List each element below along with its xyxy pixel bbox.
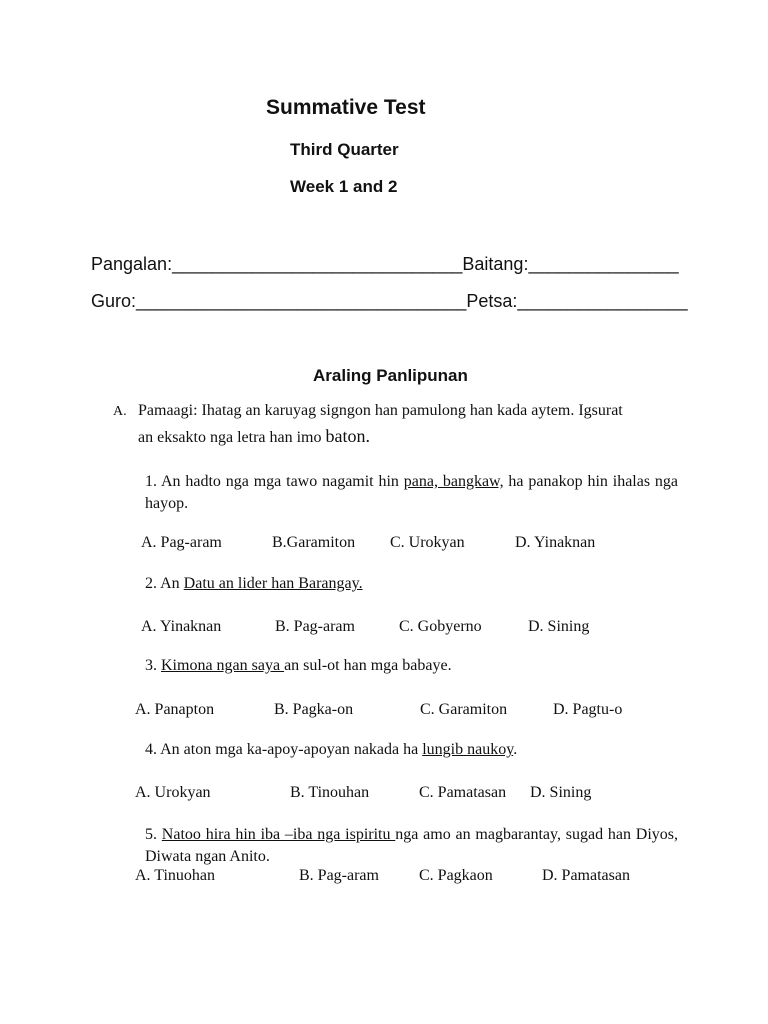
subject-heading: Araling Panlipunan <box>313 366 468 385</box>
option-a[interactable]: A. Tinuohan <box>135 867 216 884</box>
question-text: 4. An aton mga ka-apoy-apoyan nakada ha <box>145 741 423 758</box>
question-underlined: pana, bangkaw, <box>403 473 504 490</box>
question-text-after: an sul-ot han mga babaye. <box>284 657 452 674</box>
grade-blank[interactable]: _______________ <box>528 254 679 274</box>
instructions-line-2-end: baton. <box>325 426 370 446</box>
question-underlined: lungib naukoy <box>422 741 514 758</box>
option-b[interactable]: B.Garamiton <box>272 534 356 551</box>
option-d[interactable]: D. Sining <box>530 784 592 801</box>
week-subtitle: Week 1 and 2 <box>290 177 398 196</box>
question-text-after: . <box>513 741 518 758</box>
name-label: Pangalan: <box>91 254 173 274</box>
option-c[interactable]: C. Garamiton <box>420 701 508 718</box>
question-2 <box>145 575 363 593</box>
question-underlined: Natoo hira hin iba –iba nga ispiritu <box>161 826 396 843</box>
option-b[interactable]: B. Pag-aram <box>275 618 355 635</box>
option-c[interactable]: C. Urokyan <box>390 534 465 551</box>
option-c[interactable]: C. Gobyerno <box>399 618 482 635</box>
section-letter: A. <box>113 404 127 419</box>
option-d[interactable]: D. Pamatasan <box>542 867 630 884</box>
question-5 <box>145 824 678 868</box>
question-text: 5. <box>145 826 162 843</box>
question-text: 3. <box>145 657 161 674</box>
option-b[interactable]: B. Pagka-on <box>274 701 354 718</box>
question-4 <box>145 741 517 759</box>
date-blank[interactable]: _________________ <box>517 291 688 311</box>
question-underlined: Datu an lider han Barangay. <box>183 575 363 592</box>
date-label: Petsa: <box>466 291 518 311</box>
quarter-subtitle: Third Quarter <box>290 140 399 159</box>
instructions-line-2 <box>138 426 370 447</box>
option-a[interactable]: A. Panapton <box>135 701 215 718</box>
option-c[interactable]: C. Pamatasan <box>419 784 507 801</box>
option-b[interactable]: B. Pag-aram <box>299 867 379 884</box>
option-d[interactable]: D. Pagtu-o <box>553 701 623 718</box>
teacher-blank[interactable]: _________________________________ <box>136 291 467 311</box>
option-a[interactable]: A. Urokyan <box>135 784 211 801</box>
option-d[interactable]: D. Yinaknan <box>515 534 596 551</box>
option-d[interactable]: D. Sining <box>528 618 590 635</box>
name-grade-line <box>91 254 679 275</box>
option-b[interactable]: B. Tinouhan <box>290 784 370 801</box>
grade-label: Baitang: <box>462 254 529 274</box>
name-blank[interactable]: _____________________________ <box>172 254 463 274</box>
question-underlined: Kimona ngan saya <box>161 657 285 674</box>
option-a[interactable]: A. Pag-aram <box>141 534 222 551</box>
option-c[interactable]: C. Pagkaon <box>419 867 493 884</box>
teacher-date-line <box>91 291 688 312</box>
question-text: 1. An hadto nga mga tawo nagamit hin <box>145 473 404 490</box>
teacher-label: Guro: <box>91 291 137 311</box>
page-title: Summative Test <box>266 96 426 119</box>
question-text-after: ha panakop hin ihalas nga hayop. <box>145 473 679 512</box>
question-text: 2. An <box>145 575 184 592</box>
instructions-line-2-start: an eksakto nga letra han imo <box>138 429 326 446</box>
instructions-line-1: Pamaagi: Ihatag an karuyag signgon han pamulong han kada aytem. Igsurat <box>138 402 623 419</box>
option-a[interactable]: A. Yinaknan <box>141 618 222 635</box>
question-text-after: nga amo an magbarantay, sugad han Diyos, Diwata ngan Anito. <box>145 826 679 865</box>
question-1 <box>145 471 678 515</box>
question-3 <box>145 657 452 675</box>
